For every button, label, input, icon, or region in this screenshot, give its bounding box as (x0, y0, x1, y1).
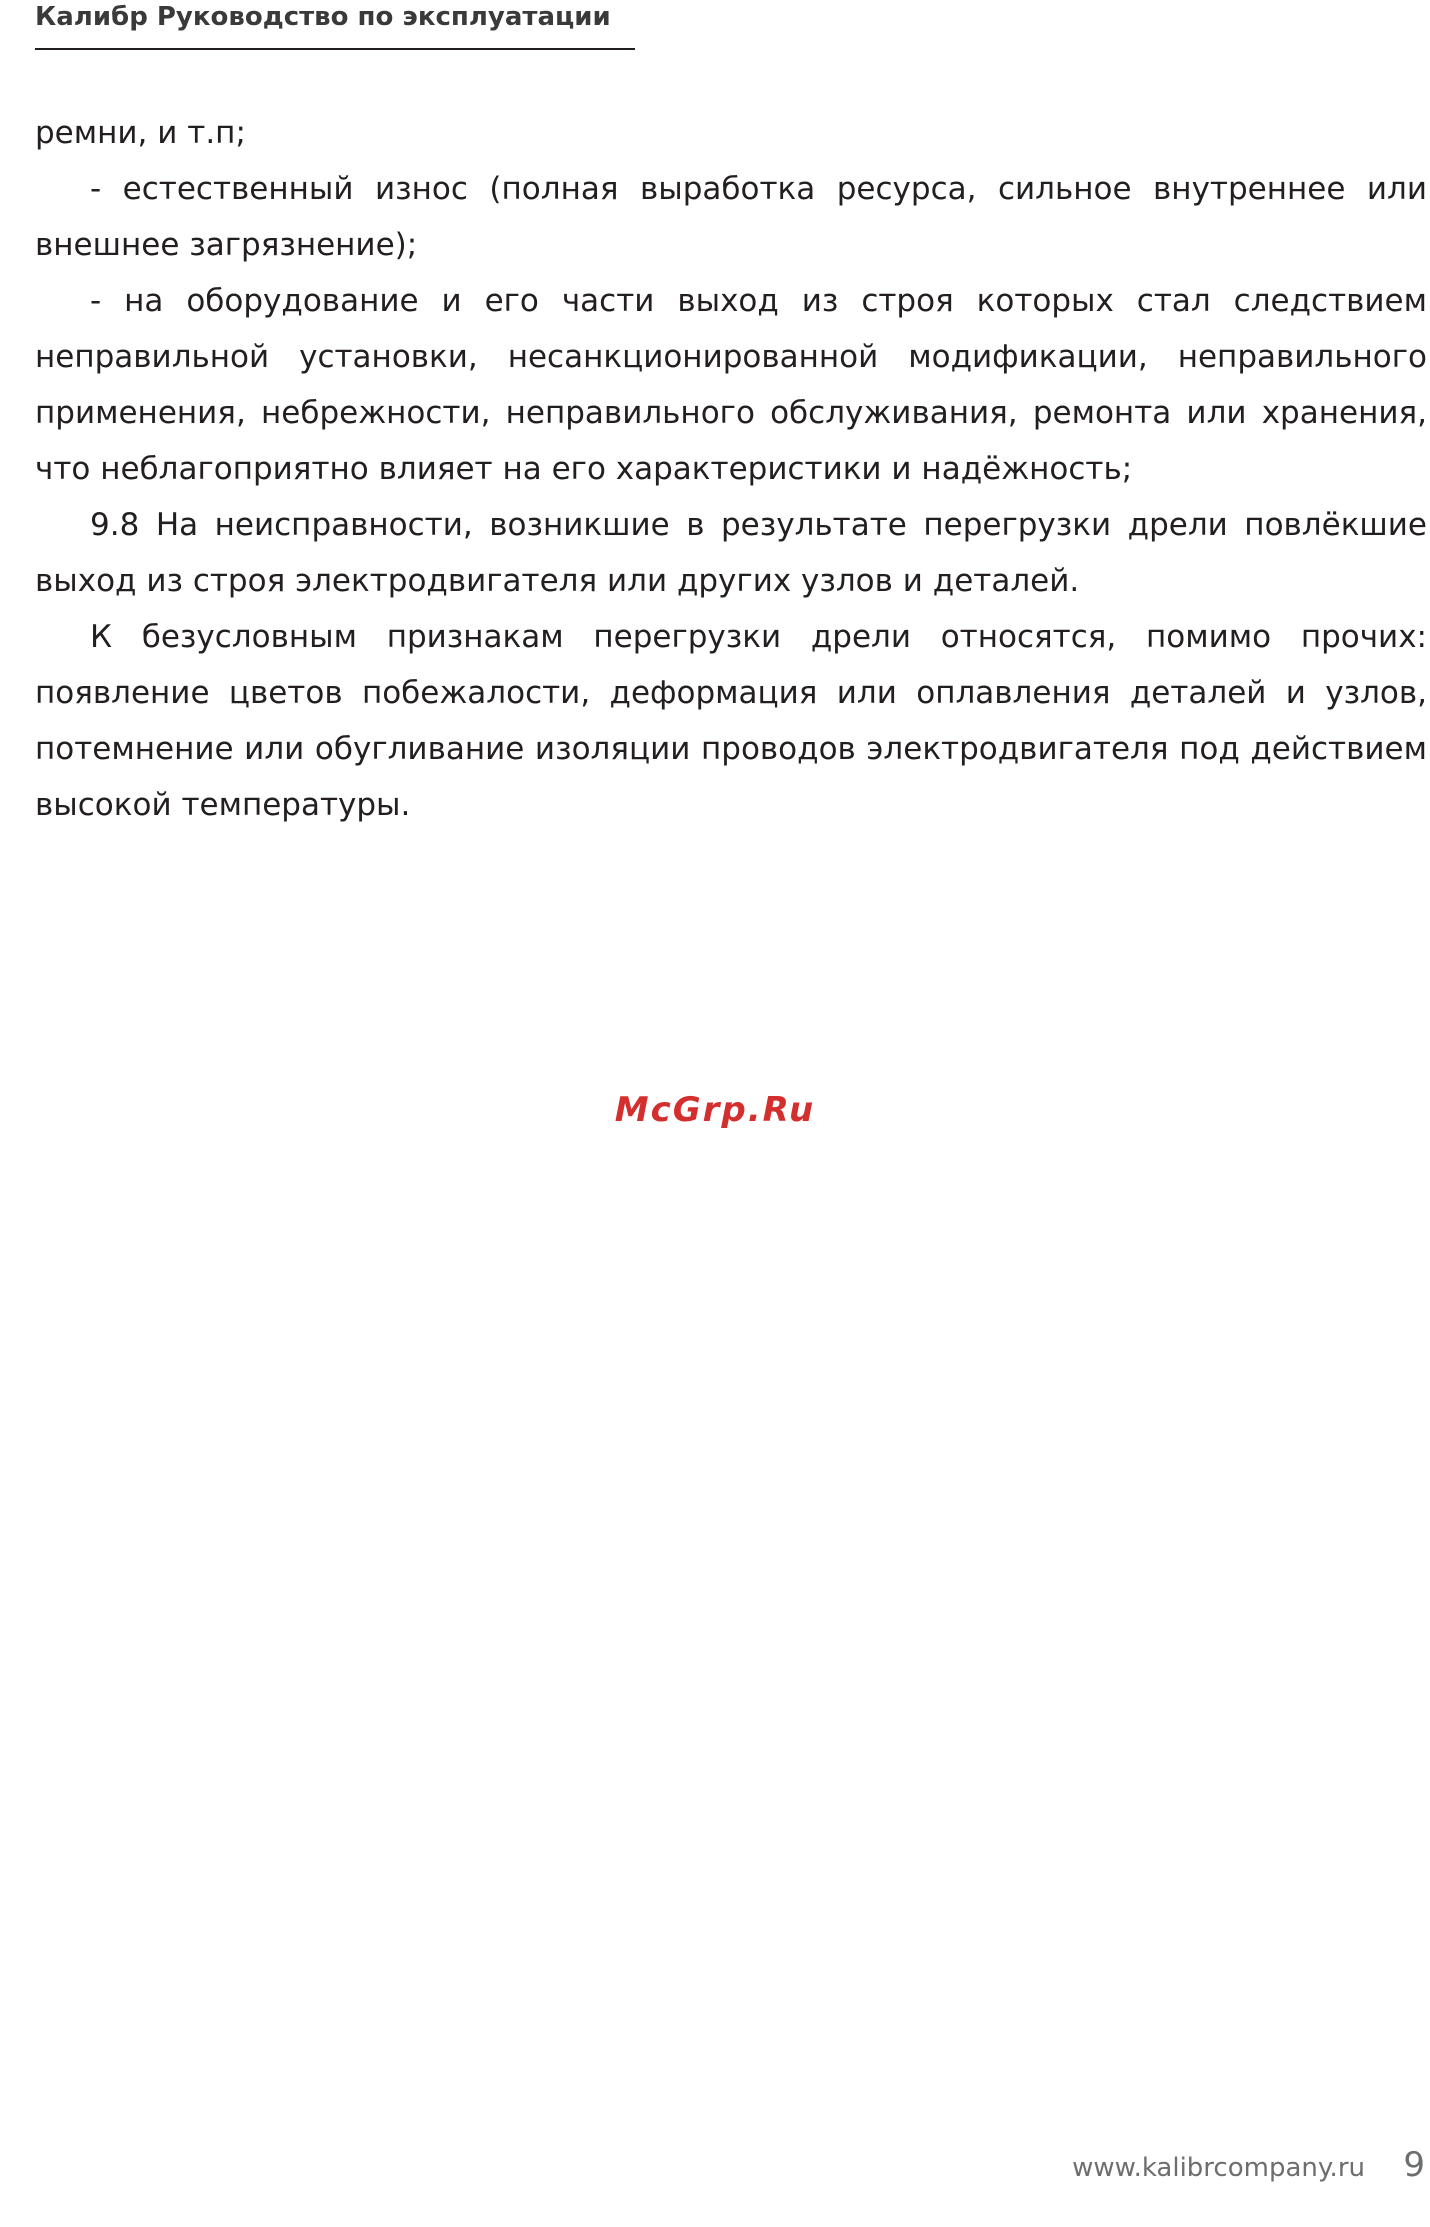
paragraph: 9.8 На неисправности, возникшие в результате перегрузки дрели повлёкшие выход из строя электродвигателя или других узлов и деталей. (35, 507, 1427, 599)
page-number: 9 (1403, 2145, 1425, 2185)
paragraph: - на оборудование и его части выход из строя которых стал следствием неправильной установки, несанкционированной модификации, неправильного применения, небрежности, неправильного обслуживания, ремонта или хранения, что неблагоприятно влияет на его характеристики и надёжность; (35, 283, 1427, 487)
paragraph: - естественный износ (полная выработка ресурса, сильное внутреннее или внешнее загрязнение); (35, 171, 1427, 263)
watermark: McGrp.Ru (614, 1090, 816, 1130)
footer-url: www.kalibrcompany.ru (1072, 2153, 1365, 2183)
paragraph: К безусловным признакам перегрузки дрели относятся, помимо прочих: появление цветов побежалости, деформация или оплавления деталей и узлов, потемнение или обугливание изоляции проводов электродвигателя под действием высокой температуры. (35, 619, 1427, 823)
page-header (35, 0, 635, 50)
paragraph: ремни, и т.п; (35, 115, 246, 151)
header-title: Калибр Руководство по эксплуатации (35, 2, 611, 32)
document-body (35, 105, 1427, 833)
